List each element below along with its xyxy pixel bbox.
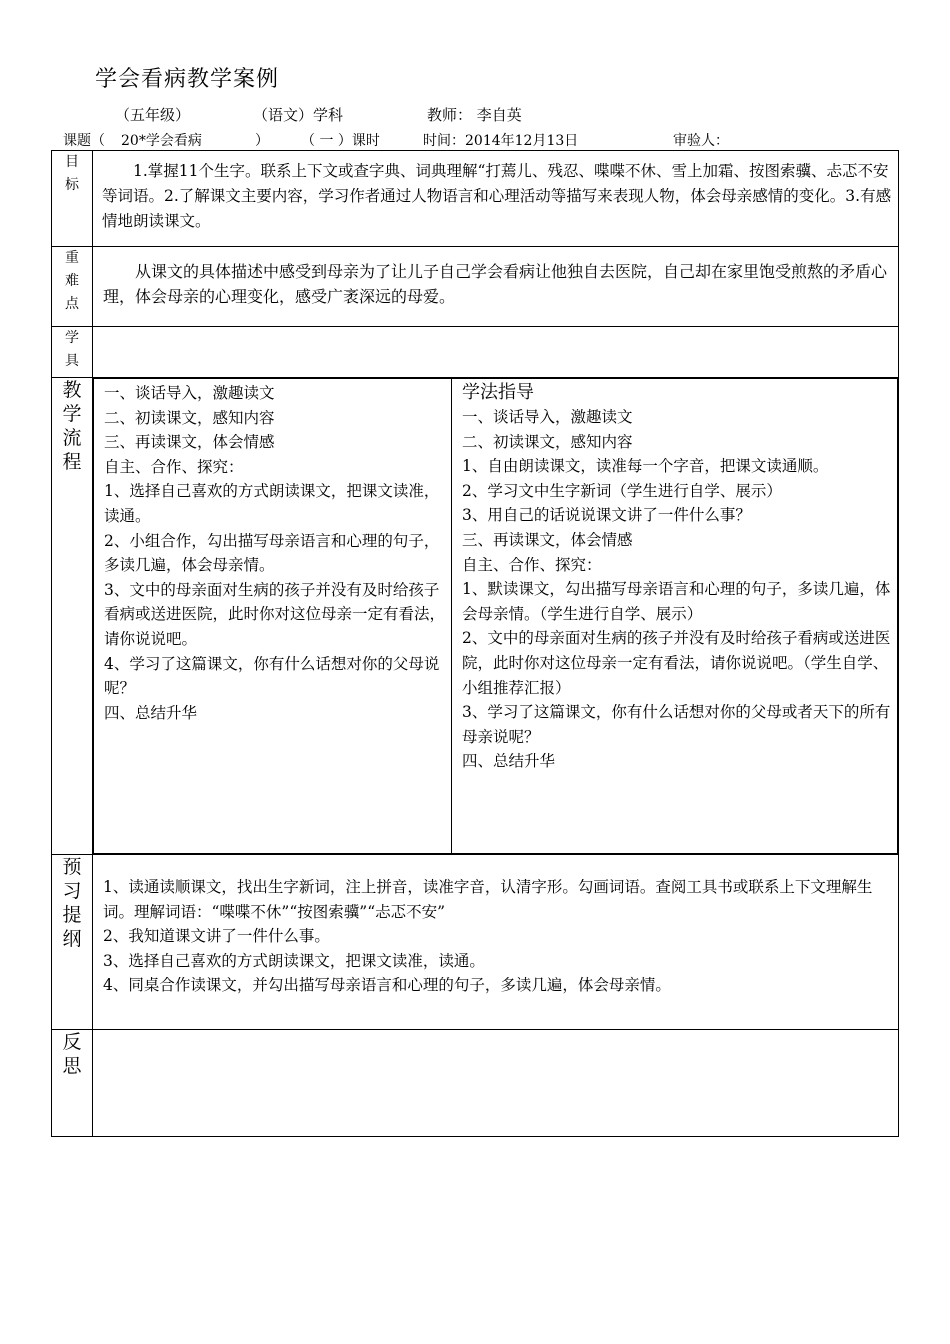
guidance-step: 2、学习文中生字新词（学生进行自学、展示）: [462, 481, 782, 500]
key-points-label: 重 难 点: [52, 247, 93, 327]
key-points-row: [52, 247, 899, 327]
process-row: [52, 378, 899, 855]
teacher-label: 教师： 李自英: [427, 106, 522, 124]
guidance-step: 1、默读课文，勾出描写母亲语言和心理的句子，多读几遍，体会母亲情。（学生进行自学、展示）: [462, 580, 891, 623]
preview-item: 2、我知道课文讲了一件什么事。: [103, 927, 330, 946]
learning-guidance: [452, 379, 897, 774]
guidance-step: 一、谈话导入，激趣读文: [462, 408, 633, 426]
key-points-content: [93, 247, 899, 327]
guidance-step: 3、用自己的话说说课文讲了一件什么事？: [462, 506, 751, 525]
topic-value: 20*学会看病: [121, 133, 202, 149]
key-points-text: 从课文的具体描述中感受到母亲为了让儿子自己学会看病让他独自去医院，自己却在家里饱受煎熬的矛盾心理，体会母亲的心理变化，感受广袤深远的母爱。: [103, 262, 888, 306]
guidance-step: 三、再读课文，体会情感: [462, 530, 633, 549]
period-label: （ 一 ）课时: [301, 133, 380, 149]
reflection-content: [93, 1030, 899, 1137]
lesson-plan-table: [51, 150, 899, 1137]
subject-label: （语文）学科: [253, 106, 344, 124]
teaching-step: 2、小组合作，勾出描写母亲语言和心理的句子，多读几遍，体会母亲情。: [104, 531, 440, 575]
guidance-step: 自主、合作、探究：: [462, 555, 602, 574]
teaching-step: 一、谈话导入，激趣读文: [104, 384, 275, 402]
topic-close: ）: [255, 133, 269, 149]
objectives-row: [52, 151, 899, 247]
learning-guidance-column: [452, 379, 898, 854]
preview-item: 1、读通读顺课文，找出生字新词，注上拼音，读准字音，认清字形。勾画词语。查阅工具书或联系上下文理解生词。理解词语：“喋喋不休”“按图索骥”“忐忑不安”: [103, 878, 873, 921]
preview-row: [52, 855, 899, 1030]
teaching-step: 三、再读课文，体会情感: [104, 433, 275, 452]
guidance-step: 1、自由朗读课文，读准每一个字音，把课文读通顺。: [462, 457, 829, 476]
preview-list: [93, 855, 898, 998]
guidance-step: 四、总结升华: [462, 752, 556, 771]
reviewer-label: 审验人：: [673, 133, 729, 149]
teaching-steps: [94, 379, 451, 725]
teaching-step: 3、文中的母亲面对生病的孩子并没有及时给孩子看病或送进医院，此时你对这位母亲一定有看法，请你说说吧。: [104, 580, 446, 648]
tools-label: 学 具: [52, 327, 93, 378]
process-content: [93, 378, 899, 855]
teaching-step: 自主、合作、探究：: [104, 457, 244, 476]
objectives-label: 目 标: [52, 151, 93, 247]
preview-item: 4、同桌合作读课文，并勾出描写母亲语言和心理的句子，多读几遍，体会母亲情。: [103, 976, 671, 995]
teaching-step: 1、选择自己喜欢的方式朗读课文，把课文读准，读通。: [104, 482, 440, 525]
teaching-step: 二、初读课文，感知内容: [104, 408, 275, 427]
tools-content: [93, 327, 899, 378]
learning-guidance-title: 学法指导: [462, 382, 534, 403]
grade-label: （五年级）: [115, 106, 191, 124]
guidance-step: 二、初读课文，感知内容: [462, 432, 633, 451]
preview-label: 预 习 提 纲: [52, 855, 93, 1030]
preview-item: 3、选择自己喜欢的方式朗读课文，把课文读准，读通。: [103, 951, 485, 970]
tools-row: [52, 327, 899, 378]
time-label: 时间：2014年12月13日: [423, 133, 579, 149]
page-title: 学会看病教学案例: [95, 67, 280, 92]
process-inner-table: [93, 378, 898, 854]
reflection-row: [52, 1030, 899, 1137]
objectives-content: [93, 151, 899, 247]
teaching-step: 4、学习了这篇课文，你有什么话想对你的父母说呢？: [104, 654, 440, 698]
reflection-label: 反 思: [52, 1030, 93, 1137]
objectives-text: 1.掌握11个生字。联系上下文或查字典、词典理解“打蔫儿、残忍、喋喋不休、雪上加霜、按图索骥、忐忑不安等词语。2.了解课文主要内容，学习作者通过人物语言和心理活动等描写来表现人物，体会母亲感情的变化。3.有感情地朗读课文。: [102, 162, 892, 230]
topic-label: 课题（: [63, 133, 105, 149]
process-label: 教 学 流 程: [52, 378, 93, 855]
guidance-step: 2、文中的母亲面对生病的孩子并没有及时给孩子看病或送进医院，此时你对这位母亲一定有看法，请你说说吧。（学生自学、小组推荐汇报）: [462, 629, 891, 697]
teaching-steps-column: [94, 379, 452, 854]
teaching-step: 四、总结升华: [104, 703, 198, 722]
guidance-step: 3、学习了这篇课文，你有什么话想对你的父母或者天下的所有母亲说呢？: [462, 703, 891, 746]
preview-content: [93, 855, 899, 1030]
